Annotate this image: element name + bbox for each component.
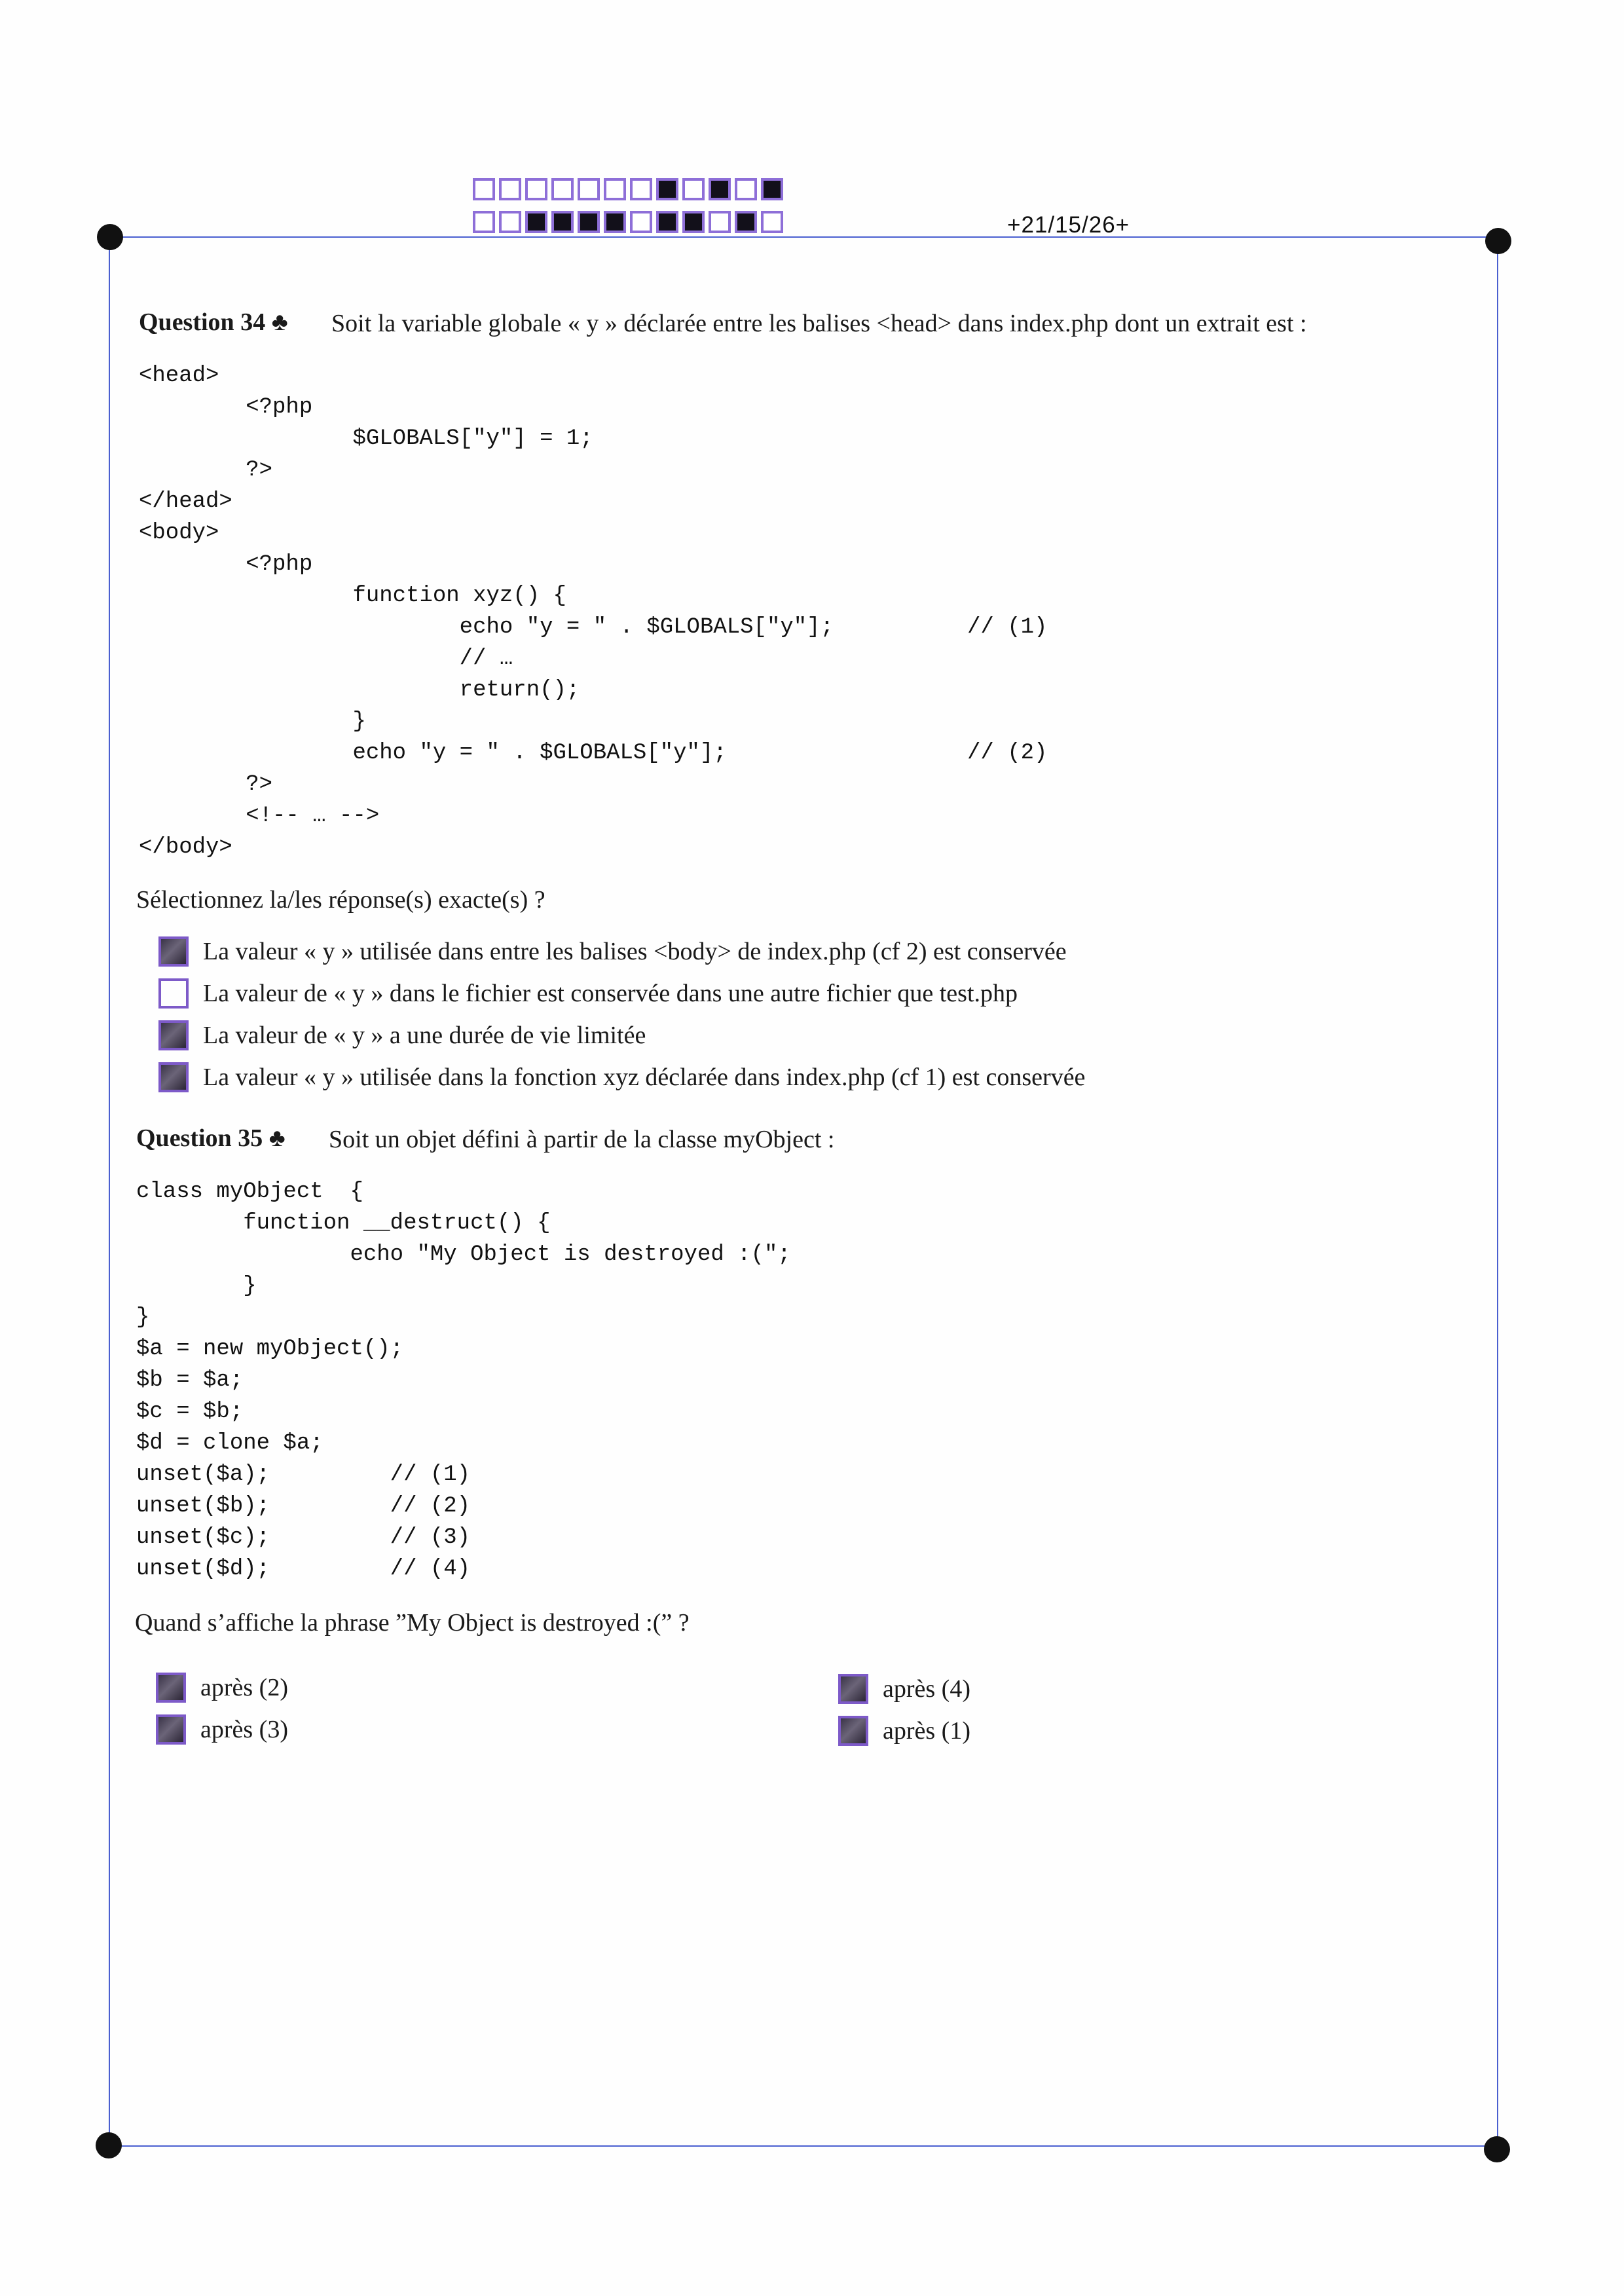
id-code-row-2 — [473, 211, 787, 233]
id-code-cell — [604, 211, 626, 233]
frame-top-line — [111, 236, 1497, 238]
checkbox[interactable] — [156, 1673, 186, 1703]
question-35-prompt: Quand s’affiche la phrase ”My Object is destroyed :(” ? — [135, 1609, 690, 1637]
id-code-cell — [525, 178, 547, 200]
id-code-cell — [499, 211, 521, 233]
q34-answer-1[interactable] — [158, 936, 1067, 967]
id-code-cell — [630, 211, 652, 233]
id-code-cell — [735, 178, 757, 200]
id-code-cell — [604, 178, 626, 200]
id-code-cell — [630, 178, 652, 200]
question-35-title: Question 35 ♣ — [136, 1124, 286, 1152]
answer-label: La valeur de « y » dans le fichier est conservée dans une autre fichier que test.php — [203, 980, 1018, 1007]
checkbox[interactable] — [838, 1674, 868, 1704]
q34-answer-2[interactable] — [158, 978, 1018, 1009]
question-34-title: Question 34 ♣ — [139, 308, 288, 336]
id-code-cell — [682, 178, 705, 200]
id-code-cell — [525, 211, 547, 233]
q35-answer-2[interactable] — [156, 1714, 288, 1745]
corner-marker-top-right — [1485, 228, 1511, 254]
id-code-cell — [761, 178, 783, 200]
frame-right-line — [1497, 236, 1498, 2146]
id-code-row-1 — [473, 178, 787, 200]
answer-label: après (3) — [200, 1716, 288, 1743]
frame-left-line — [109, 236, 110, 2146]
question-34-prompt: Sélectionnez la/les réponse(s) exacte(s) ? — [136, 886, 545, 914]
q34-answer-3[interactable] — [158, 1020, 646, 1050]
checkbox[interactable] — [838, 1716, 868, 1746]
corner-marker-bottom-right — [1484, 2136, 1510, 2162]
q35-answer-4[interactable] — [838, 1716, 970, 1746]
id-code-cell — [656, 178, 678, 200]
checkbox[interactable] — [158, 936, 189, 967]
checkbox[interactable] — [158, 1020, 189, 1050]
id-code-cell — [473, 211, 495, 233]
checkbox[interactable] — [156, 1714, 186, 1745]
id-code-cell — [709, 178, 731, 200]
answer-label: La valeur « y » utilisée dans entre les balises <body> de index.php (cf 2) est conservée — [203, 938, 1067, 965]
answer-label: après (4) — [883, 1675, 970, 1703]
answer-label: La valeur « y » utilisée dans la fonction xyz déclarée dans index.php (cf 1) est conservée — [203, 1064, 1086, 1091]
id-code-cell — [551, 178, 574, 200]
id-code-cell — [578, 211, 600, 233]
frame-bottom-line — [109, 2145, 1497, 2147]
corner-marker-top-left — [97, 224, 123, 250]
id-code-cell — [473, 178, 495, 200]
question-34-text: Soit la variable globale « y » déclarée entre les balises <head> dans index.php dont un extrait est : — [331, 310, 1307, 337]
q35-answer-1[interactable] — [156, 1673, 288, 1703]
question-35-code: class myObject { function __destruct() { echo "My Object is destroyed :("; } } $a = new myObject(); $b = $a; $c = $b; $d = clone $a; unset($a); // (1) unset($b); // (2) unset($c); // (3) unset($d); // (4) — [136, 1179, 791, 1582]
question-34-code: <head> <?php $GLOBALS["y"] = 1; ?> </head> <body> <?php function xyz() { echo "y = " . $GLOBALS["y"]; // (1) // … return(); } echo "y = " . $GLOBALS["y"]; // (2) ?> <!-- … --> </body> — [139, 363, 1048, 860]
q35-answer-3[interactable] — [838, 1674, 970, 1704]
corner-marker-bottom-left — [96, 2132, 122, 2158]
id-code-cell — [578, 178, 600, 200]
checkbox[interactable] — [158, 1062, 189, 1092]
id-code-cell — [656, 211, 678, 233]
id-code-cell — [735, 211, 757, 233]
answer-label: après (2) — [200, 1674, 288, 1701]
id-code-cell — [761, 211, 783, 233]
q34-answer-4[interactable] — [158, 1062, 1085, 1092]
page-id: +21/15/26+ — [1007, 212, 1130, 238]
id-code-cell — [499, 178, 521, 200]
id-code-cell — [551, 211, 574, 233]
checkbox[interactable] — [158, 978, 189, 1009]
answer-label: La valeur de « y » a une durée de vie limitée — [203, 1022, 646, 1049]
question-35-text: Soit un objet défini à partir de la classe myObject : — [329, 1126, 835, 1153]
id-code-cell — [682, 211, 705, 233]
answer-label: après (1) — [883, 1717, 970, 1745]
id-code-cell — [709, 211, 731, 233]
